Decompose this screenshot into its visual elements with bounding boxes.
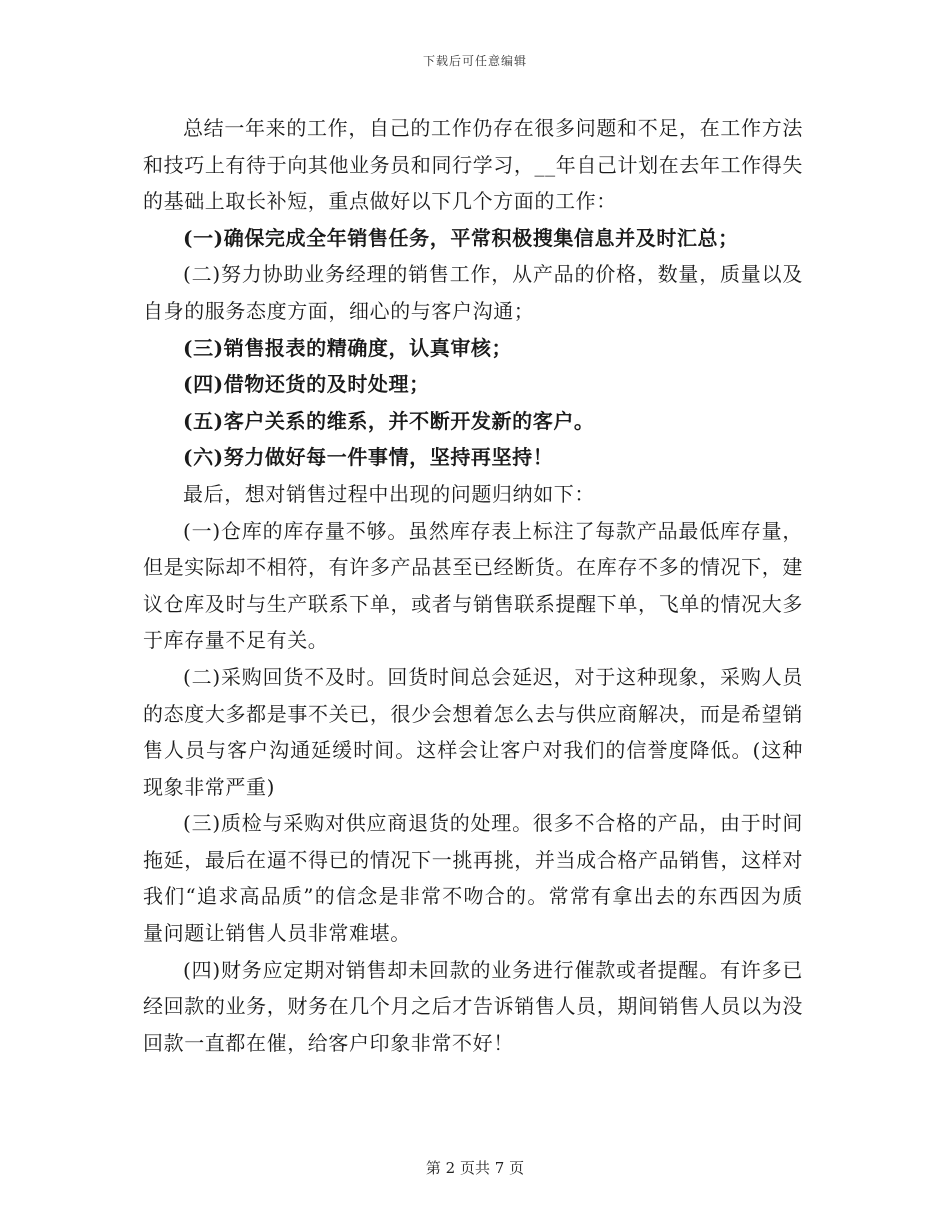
paragraph-problem-2: (二)采购回货不及时。回货时间总会延迟，对于这种现象，采购人员的态度大多都是事不关已，很少会想着怎么去与供应商解决，而是希望销售人员与客户沟通延缓时间。这样会让客户对我们的信誉度降低。(这种现象非常严重) <box>143 664 803 799</box>
page-header: 下载后可任意编辑 <box>422 54 527 68</box>
paragraph-item-2: (二)努力协助业务经理的销售工作，从产品的价格，数量，质量以及自身的服务态度方面，细心的与客户沟通； <box>143 262 803 323</box>
document-body <box>143 110 803 1061</box>
paragraph-item-1: (一)确保完成全年销售任务，平常积极搜集信息并及时汇总； <box>183 225 739 250</box>
paragraph-problem-4: (四)财务应定期对销售却未回款的业务进行催款或者提醒。有许多已经回款的业务，财务在几个月之后才告诉销售人员，期间销售人员以为没回款一直都在催，给客户印象非常不好！ <box>143 957 803 1055</box>
paragraph-problem-3: (三)质检与采购对供应商退货的处理。很多不合格的产品，由于时间拖延，最后在逼不得已的情况下一挑再挑，并当成合格产品销售，这样对我们“追求高品质”的信念是非常不吻合的。常常有拿出去的东西因为质量问题让销售人员非常难堪。 <box>143 811 803 946</box>
paragraph-item-3: (三)销售报表的精确度，认真审核； <box>183 335 513 360</box>
paragraph-summary: 总结一年来的工作，自己的工作仍存在很多问题和不足，在工作方法和技巧上有待于向其他业务员和同行学习，__年自己计划在去年工作得失的基础上取长补短，重点做好以下几个方面的工作： <box>143 116 803 214</box>
paragraph-problems-intro: 最后，想对销售过程中出现的问题归纳如下： <box>183 481 595 506</box>
paragraph-item-4: (四)借物还货的及时处理； <box>183 372 430 397</box>
paragraph-problem-1: (一)仓库的库存量不够。虽然库存表上标注了每款产品最低库存量，但是实际却不相符，有许多产品甚至已经断货。在库存不多的情况下，建议仓库及时与生产联系下单，或者与销售联系提醒下单，飞单的情况大多于库存量不足有关。 <box>143 518 803 653</box>
paragraph-item-6: (六)努力做好每一件事情，坚持再坚持！ <box>183 445 554 470</box>
page-footer: 第 2 页共 7 页 <box>425 1159 525 1177</box>
paragraph-item-5: (五)客户关系的维系，并不断开发新的客户。 <box>183 408 595 433</box>
